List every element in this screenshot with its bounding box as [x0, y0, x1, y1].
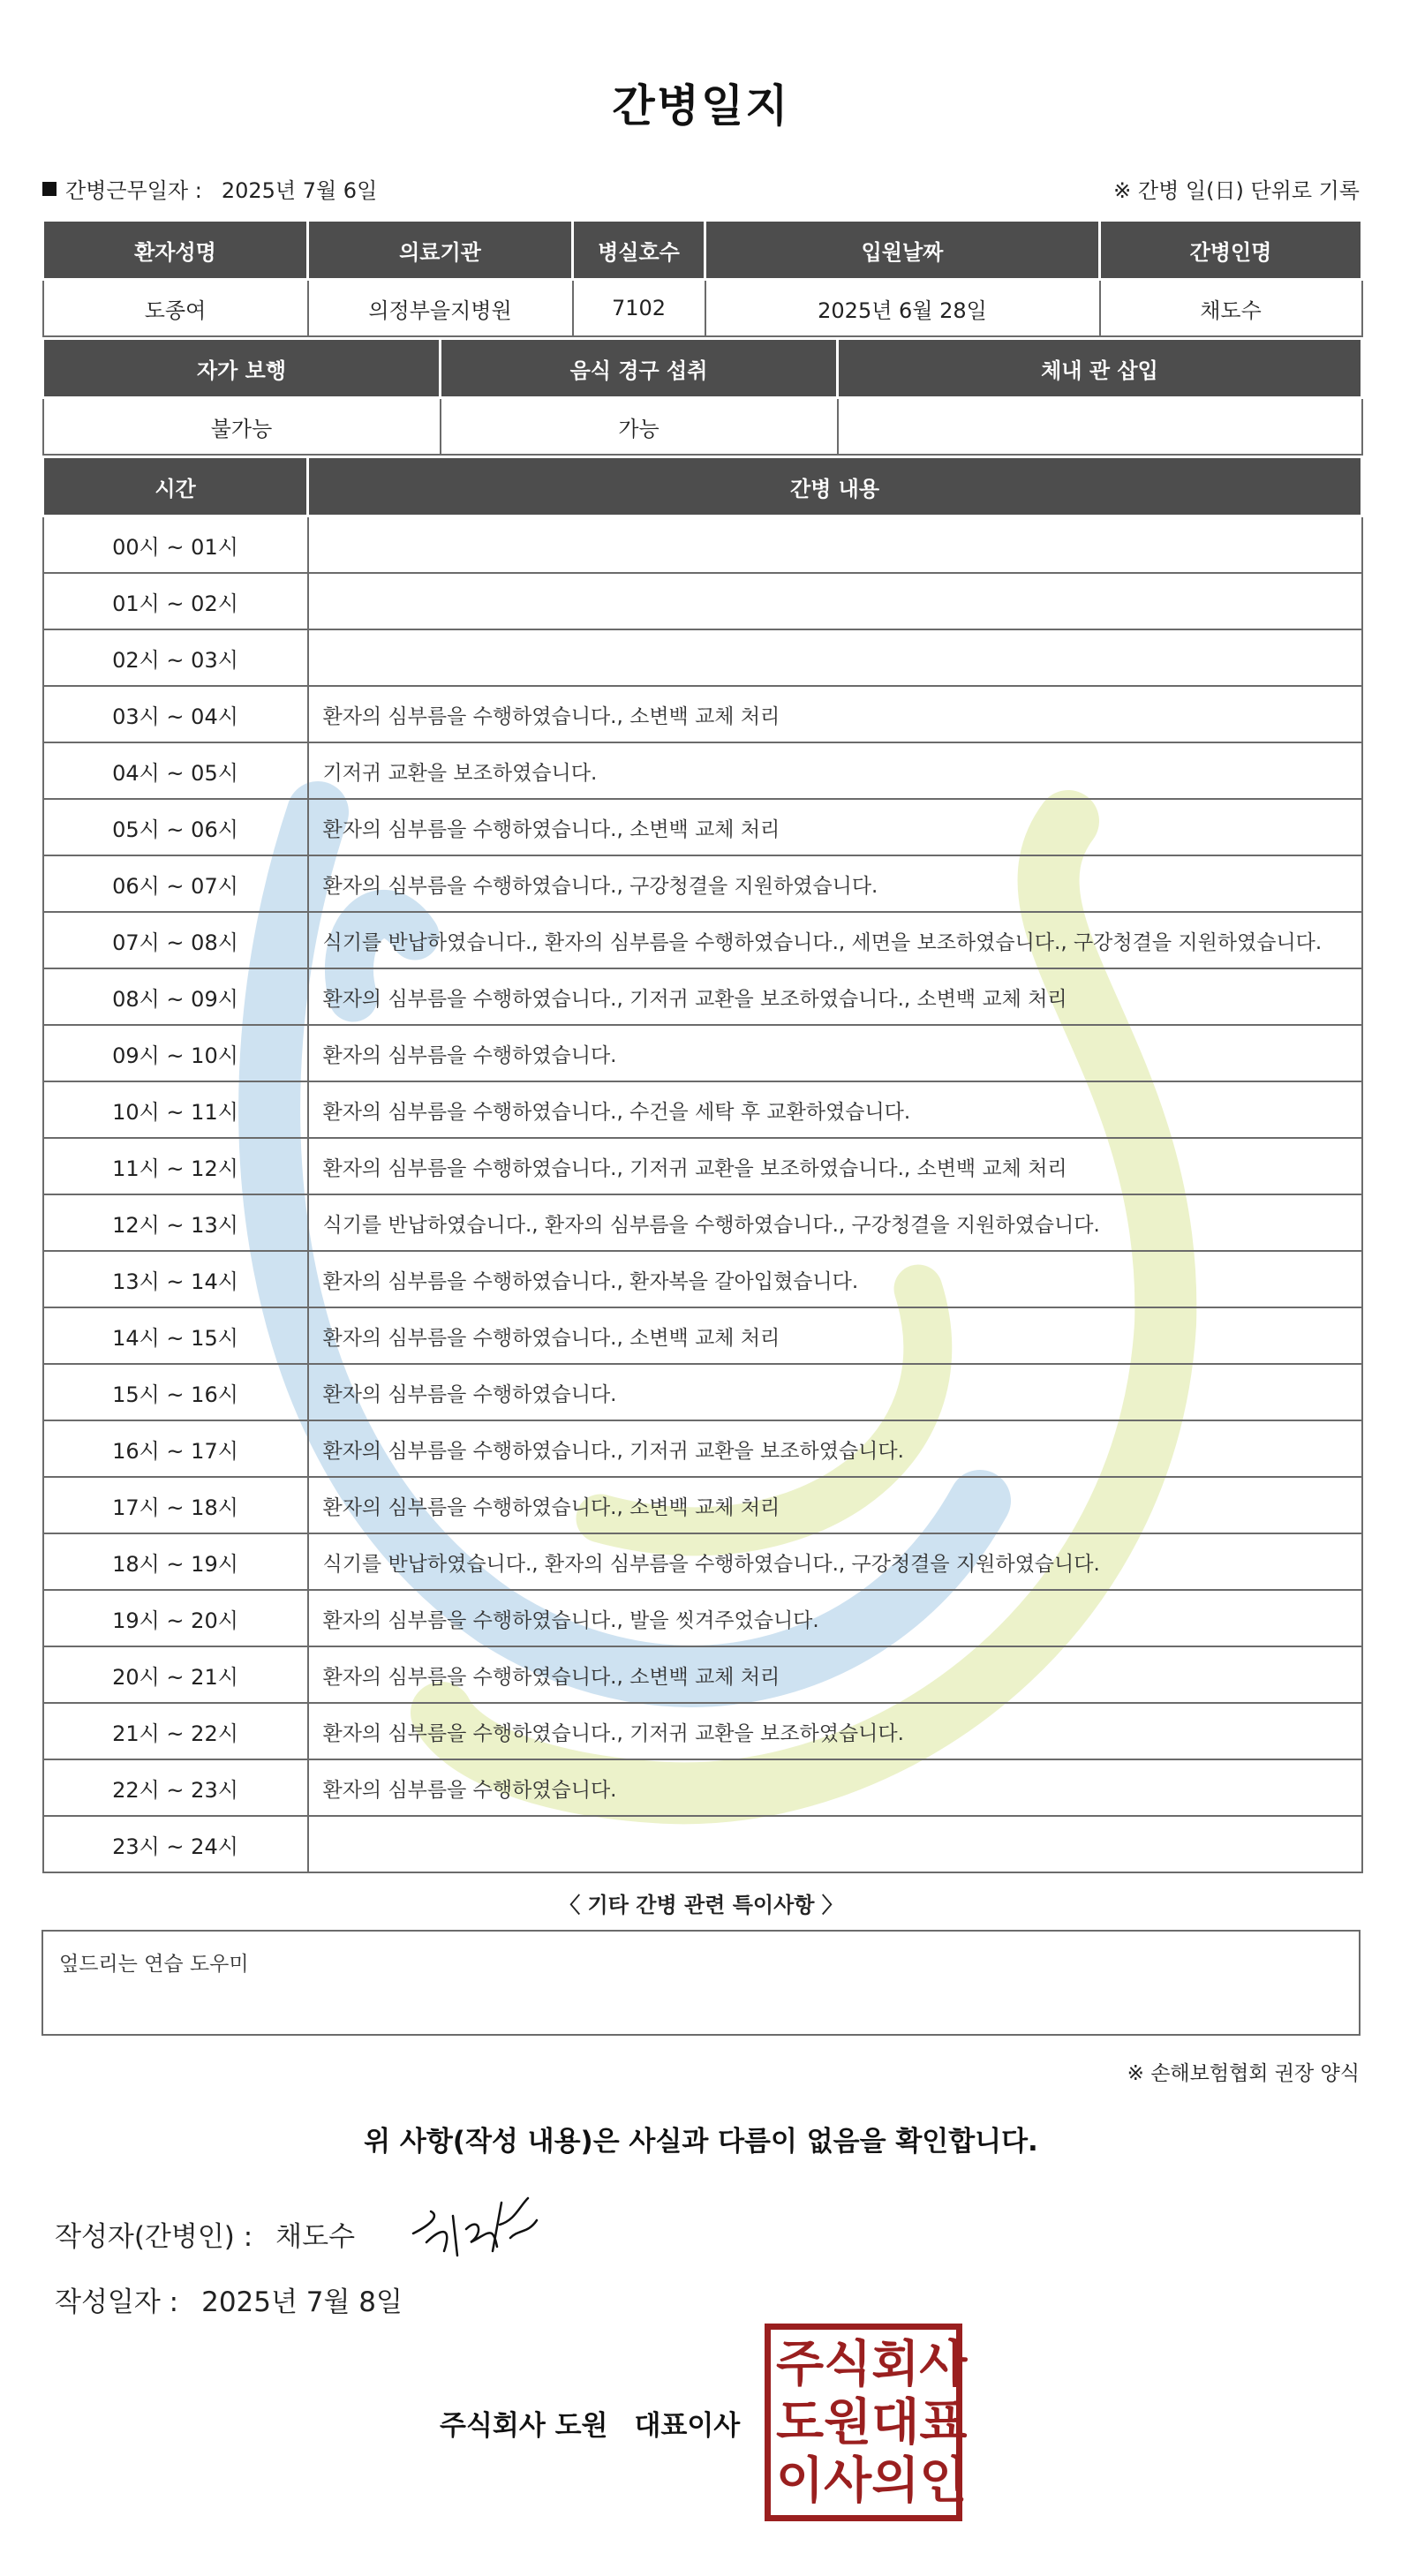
care-log-content: 식기를 반납하였습니다., 환자의 심부름을 수행하였습니다., 구강청결을 지원하였습니다.	[308, 1533, 1362, 1590]
written-date-line	[55, 2279, 403, 2319]
care-log-row	[43, 1477, 1362, 1533]
header-caregiver: 간병인명	[1100, 221, 1362, 280]
header-tube: 체내 관 삽입	[838, 339, 1362, 398]
care-log-time: 02시 ~ 03시	[43, 629, 308, 686]
header-hospital: 의료기관	[308, 221, 573, 280]
care-log-row	[43, 686, 1362, 742]
header-time: 시간	[43, 457, 308, 516]
care-log-row	[43, 629, 1362, 686]
care-log-time: 03시 ~ 04시	[43, 686, 308, 742]
care-log-content: 환자의 심부름을 수행하였습니다., 기저귀 교환을 보조하였습니다., 소변백 교체 처리	[308, 1138, 1362, 1194]
association-note: ※ 손해보험협회 권장 양식	[1127, 2062, 1360, 2085]
caregiver-name: 채도수	[1100, 280, 1362, 337]
notes-heading: 〈 기타 간병 관련 특이사항 〉	[559, 1893, 843, 1917]
care-log-content: 기저귀 교환을 보조하였습니다.	[308, 742, 1362, 799]
bullet-square-icon	[42, 182, 57, 196]
room-number: 7102	[573, 280, 705, 337]
writer-line	[55, 2214, 355, 2254]
admission-date: 2025년 6월 28일	[705, 280, 1100, 337]
seal-char: 사	[824, 2452, 872, 2510]
care-log-time: 09시 ~ 10시	[43, 1025, 308, 1081]
notes-text: 엎드리는 연습 도우미	[59, 1953, 249, 1976]
patient-status-table	[41, 337, 1363, 456]
seal-char: 사	[919, 2335, 968, 2393]
care-log-time: 23시 ~ 24시	[43, 1816, 308, 1872]
care-log-row	[43, 1420, 1362, 1477]
care-log-time: 12시 ~ 13시	[43, 1194, 308, 1251]
patient-name: 도종여	[43, 280, 308, 337]
header-patient-name: 환자성명	[43, 221, 308, 280]
care-log-content: 환자의 심부름을 수행하였습니다., 기저귀 교환을 보조하였습니다.	[308, 1420, 1362, 1477]
care-log-row	[43, 968, 1362, 1025]
care-log-time: 13시 ~ 14시	[43, 1251, 308, 1307]
care-log-time: 04시 ~ 05시	[43, 742, 308, 799]
record-note: ※ 간병 일(日) 단위로 기록	[1113, 178, 1360, 203]
care-log-content: 환자의 심부름을 수행하였습니다., 구강청결을 지원하였습니다.	[308, 855, 1362, 912]
care-log-time: 06시 ~ 07시	[43, 855, 308, 912]
care-log-row	[43, 1759, 1362, 1816]
company-name: 주식회사 도원	[440, 2410, 608, 2442]
care-log-row	[43, 912, 1362, 968]
care-log-row	[43, 1533, 1362, 1590]
care-log-time: 05시 ~ 06시	[43, 799, 308, 855]
care-log-content: 환자의 심부름을 수행하였습니다., 기저귀 교환을 보조하였습니다., 소변백 교체 처리	[308, 968, 1362, 1025]
care-log-time: 01시 ~ 02시	[43, 573, 308, 629]
header-oral-intake: 음식 경구 섭취	[441, 339, 838, 398]
care-log-row	[43, 1703, 1362, 1759]
writer-label: 작성자(간병인) :	[55, 2221, 253, 2253]
care-log-content: 환자의 심부름을 수행하였습니다., 발을 씻겨주었습니다.	[308, 1590, 1362, 1646]
care-log-time: 19시 ~ 20시	[43, 1590, 308, 1646]
care-log-row	[43, 742, 1362, 799]
care-log-time: 17시 ~ 18시	[43, 1477, 308, 1533]
written-date-value: 2025년 7월 8일	[201, 2286, 403, 2318]
care-log-content	[308, 573, 1362, 629]
care-log-time: 00시 ~ 01시	[43, 516, 308, 574]
care-log-row	[43, 1307, 1362, 1364]
care-log-time: 21시 ~ 22시	[43, 1703, 308, 1759]
care-log-header-row	[43, 457, 1362, 516]
patient-info-table	[41, 219, 1363, 337]
seal-char: 이	[776, 2452, 825, 2510]
company-title: 대표이사	[634, 2410, 741, 2442]
notes-box	[41, 1930, 1361, 2036]
care-log-time: 18시 ~ 19시	[43, 1533, 308, 1590]
care-log-content: 환자의 심부름을 수행하였습니다., 소변백 교체 처리	[308, 1307, 1362, 1364]
care-log-content: 환자의 심부름을 수행하였습니다., 수건을 세탁 후 교환하였습니다.	[308, 1081, 1362, 1138]
care-log-content: 환자의 심부름을 수행하였습니다.	[308, 1759, 1362, 1816]
care-log-content: 환자의 심부름을 수행하였습니다., 소변백 교체 처리	[308, 686, 1362, 742]
care-log-row	[43, 573, 1362, 629]
care-log-content: 식기를 반납하였습니다., 환자의 심부름을 수행하였습니다., 구강청결을 지원하였습니다.	[308, 1194, 1362, 1251]
care-log-content	[308, 629, 1362, 686]
care-log-content	[308, 516, 1362, 574]
care-log-time: 08시 ~ 09시	[43, 968, 308, 1025]
patient-header-row	[43, 221, 1362, 280]
care-log-row	[43, 1816, 1362, 1872]
seal-char: 도	[776, 2393, 825, 2452]
seal-char: 원	[824, 2393, 872, 2452]
care-log-content: 환자의 심부름을 수행하였습니다.	[308, 1025, 1362, 1081]
care-log-time: 14시 ~ 15시	[43, 1307, 308, 1364]
seal-char: 회	[871, 2335, 920, 2393]
confirmation-statement: 위 사항(작성 내용)은 사실과 다름이 없음을 확인합니다.	[364, 2126, 1038, 2158]
work-date	[42, 173, 377, 204]
care-log-time: 16시 ~ 17시	[43, 1420, 308, 1477]
seal-char: 주	[776, 2335, 825, 2393]
care-log-row	[43, 1646, 1362, 1703]
care-log-row	[43, 1194, 1362, 1251]
care-log-row	[43, 1251, 1362, 1307]
walking-status: 불가능	[43, 398, 441, 456]
care-log-row	[43, 855, 1362, 912]
header-walking: 자가 보행	[43, 339, 441, 398]
care-log-row	[43, 1364, 1362, 1420]
care-log-content: 환자의 심부름을 수행하였습니다., 기저귀 교환을 보조하였습니다.	[308, 1703, 1362, 1759]
header-admission-date: 입원날짜	[705, 221, 1100, 280]
care-log-content: 환자의 심부름을 수행하였습니다.	[308, 1364, 1362, 1420]
care-log-time: 20시 ~ 21시	[43, 1646, 308, 1703]
care-log-row	[43, 1081, 1362, 1138]
care-log-content: 환자의 심부름을 수행하였습니다., 소변백 교체 처리	[308, 1477, 1362, 1533]
care-log-content: 식기를 반납하였습니다., 환자의 심부름을 수행하였습니다., 세면을 보조하였습니다., 구강청결을 지원하였습니다.	[308, 912, 1362, 968]
seal-char: 인	[919, 2452, 968, 2510]
status-value-row	[43, 398, 1362, 456]
care-log-row	[43, 1138, 1362, 1194]
care-log-content: 환자의 심부름을 수행하였습니다., 소변백 교체 처리	[308, 1646, 1362, 1703]
header-room: 병실호수	[573, 221, 705, 280]
care-log-time: 11시 ~ 12시	[43, 1138, 308, 1194]
seal-char: 대	[871, 2393, 920, 2452]
care-log-row	[43, 1590, 1362, 1646]
care-log-body	[43, 516, 1362, 1873]
hospital-name: 의정부을지병원	[308, 280, 573, 337]
tube-status	[838, 398, 1362, 456]
work-date-value: 2025년 7월 6일	[221, 178, 378, 203]
care-log-row	[43, 799, 1362, 855]
care-log-time: 07시 ~ 08시	[43, 912, 308, 968]
patient-value-row	[43, 280, 1362, 337]
seal-char: 표	[919, 2393, 968, 2452]
care-log-row	[43, 516, 1362, 574]
status-header-row	[43, 339, 1362, 398]
company-line	[440, 2403, 740, 2443]
company-seal-stamp	[765, 2324, 968, 2521]
seal-char: 의	[871, 2452, 920, 2510]
written-date-label: 작성일자 :	[55, 2286, 179, 2318]
care-log-time: 10시 ~ 11시	[43, 1081, 308, 1138]
care-log-content	[308, 1816, 1362, 1872]
care-log-content: 환자의 심부름을 수행하였습니다., 환자복을 갈아입혔습니다.	[308, 1251, 1362, 1307]
care-log-time: 15시 ~ 16시	[43, 1364, 308, 1420]
seal-char: 식	[824, 2335, 872, 2393]
care-log-table	[41, 456, 1363, 1873]
care-log-content: 환자의 심부름을 수행하였습니다., 소변백 교체 처리	[308, 799, 1362, 855]
care-log-time: 22시 ~ 23시	[43, 1759, 308, 1816]
oral-intake-status: 가능	[441, 398, 838, 456]
writer-name: 채도수	[275, 2221, 356, 2253]
care-log-row	[43, 1025, 1362, 1081]
page-title: 간병일지	[612, 80, 790, 132]
header-care-content: 간병 내용	[308, 457, 1362, 516]
handwritten-signature	[404, 2189, 546, 2260]
work-date-label: 간병근무일자 :	[65, 178, 202, 203]
